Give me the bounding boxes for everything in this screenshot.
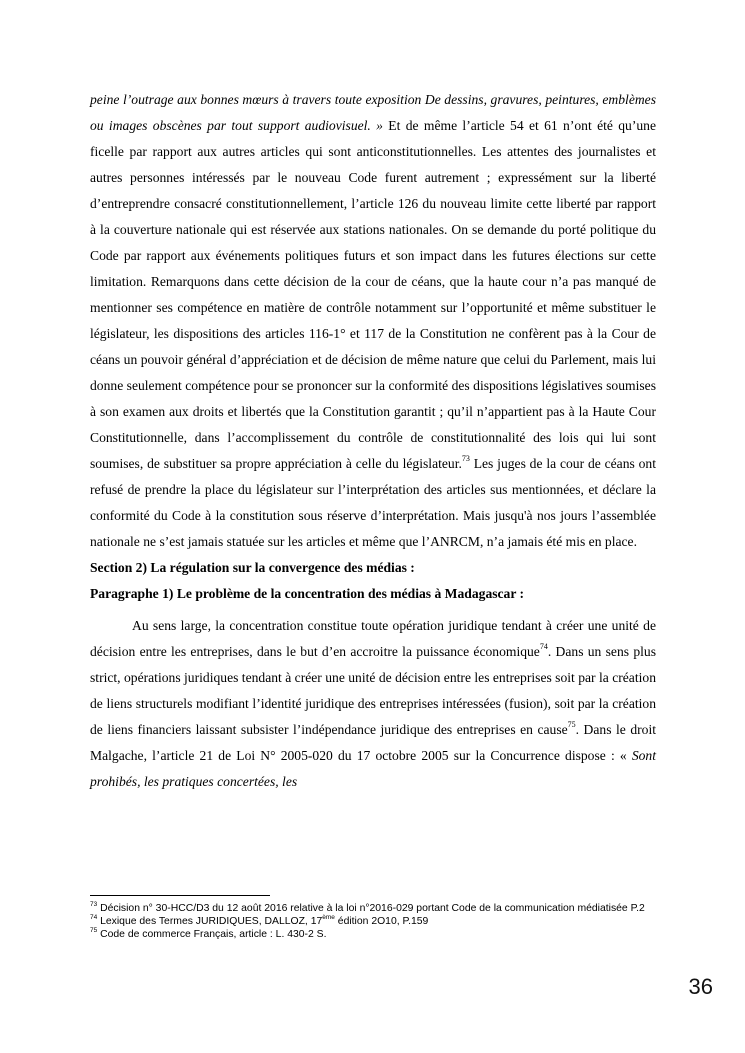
italic-quote: Sont prohibés, les pratiques concertées, les [90, 748, 656, 789]
footnote-text: Décision n° 30-HCC/D3 du 12 août 2016 relative à la loi n°2016-029 portant Code de la communication médiatisée P.2 [97, 903, 645, 914]
italic-quote: peine l’outrage aux bonnes mœurs à travers toute exposition De dessins, gravures, peintures, emblèmes ou images obscènes par tout support audiovisuel. » [90, 92, 656, 133]
footnotes [90, 902, 656, 942]
paragraph-text: Et de même l’article 54 et 61 n’ont été qu’une ficelle par rapport aux autres articles qui sont anticonstitutionnelles. Les attentes des journalistes et autres personnes intéressés par le nouveau Code furent autrement ; expressément sur la liberté d’entreprendre consacré constitutionnellement, l’article 126 du nouveau limite cette liberté par rapport à la couverture nationale qui est réservée aux stations nationales. On se demande du porté politique du Code par rapport aux événements politiques futurs et son impact dans les futures élections sur cette limitation. Remarquons dans cette décision de la cour de céans, que la haute cour n’a pas manqué de mentionner ses compétence en matière de contrôle notamment sur l’opportunité et même substituer le législateur, les dispositions des articles 116-1° et 117 de la Constitution ne confèrent pas à la Cour de céans un pouvoir général d’appréciation et de décision de même nature que celui du Parlement, mais lui donne seulement compétence pour se prononcer sur la conformité des dispositions législatives soumises à son examen aux droits et libertés que la Constitution garantit ; qu’il n’appartient pas à la Haute Cour Constitutionnelle, dans l’accomplissement du contrôle de constitutionnalité des lois qui lui sont soumises, de substituer sa propre appréciation à celle du législateur. [90, 118, 656, 471]
footnote-number: 74 [90, 913, 98, 921]
footnote-superscript: ème [322, 913, 335, 921]
footnote-text: édition 2O10, P.159 [334, 916, 429, 928]
paragraph-text: . Dans le droit Malgache, l’article 21 de Loi N° 2005-020 du 17 octobre 2005 sur la Concurrence dispose : « [90, 722, 656, 763]
paragraph-text: Les juges de la cour de céans ont refusé de prendre la place du législateur sur l’interprétation des articles sus mentionnées, et déclare la conformité du Code à la constitution sous réserve d’interprétation. Mais jusqu'à nos jours l’assemblée nationale ne s’est jamais statuée sur les articles et même que l’ANRCM, n’a jamais été mis en place. [90, 456, 656, 549]
page-number: 36 [688, 974, 713, 999]
footnote-number: 75 [90, 926, 98, 934]
footnote-text: Code de commerce Français, article : L. 430-2 S. [97, 929, 327, 941]
paragraph-text: . Dans un sens plus strict, opérations juridiques tendant à créer une unité de décision entre les entreprises soit par la création de liens structurels modifiant l’identité juridique des entreprises intéressées (fusion), soit par la création de liens financiers laissant subsister l’indépendance juridique des entreprises en cause [90, 644, 656, 737]
footnote-number: 73 [90, 900, 98, 908]
footnote-74 [90, 915, 656, 928]
footnote-ref-75: 75 [567, 720, 576, 730]
footnote-separator [90, 895, 270, 896]
footnote-ref-74: 74 [539, 642, 548, 652]
footnote-text: Lexique des Termes JURIDIQUES, DALLOZ, 17 [97, 916, 323, 928]
main-text [90, 87, 656, 795]
footnote-75 [90, 928, 656, 941]
paragraph-concentration [90, 613, 656, 795]
paragraph-media-code [90, 87, 656, 555]
paragraph-text: Au sens large, la concentration constitue toute opération juridique tendant à créer une unité de décision entre les entreprises, dans le but d’en accroitre la puissance économique [90, 618, 656, 659]
paragraph-heading: Paragraphe 1) Le problème de la concentration des médias à Madagascar : [90, 586, 525, 601]
footnote-73 [90, 902, 656, 915]
footnote-ref-73: 73 [461, 454, 470, 464]
section-heading: Section 2) La régulation sur la convergence des médias : [90, 560, 415, 575]
